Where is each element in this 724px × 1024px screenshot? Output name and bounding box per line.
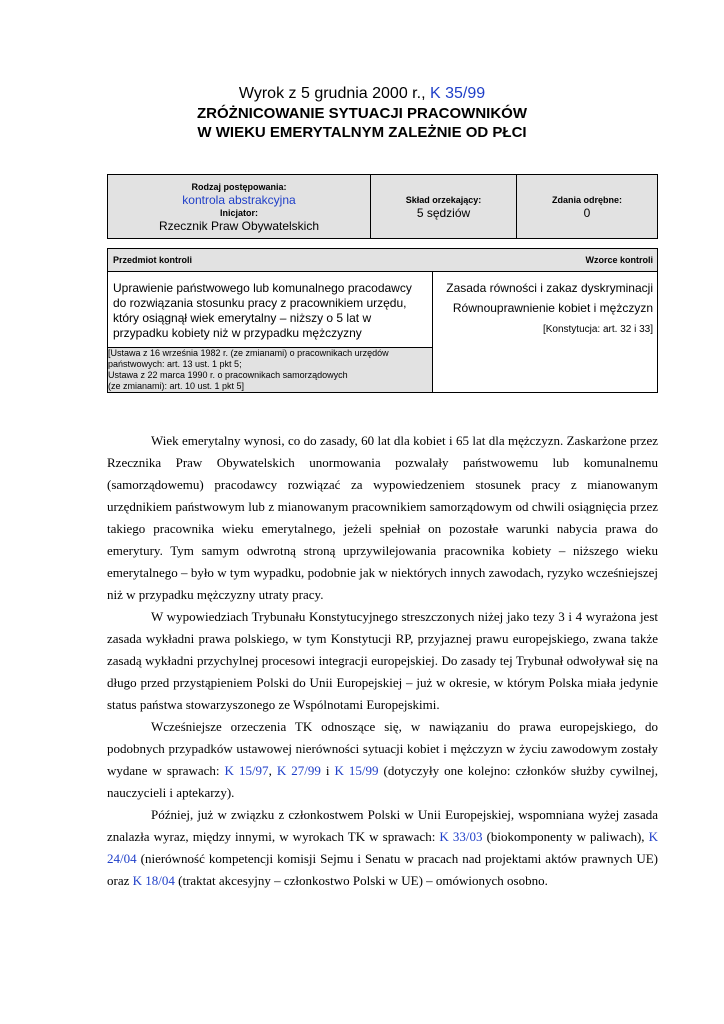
bench-cell xyxy=(371,175,517,239)
bench-value: 5 sędziów xyxy=(416,205,471,220)
standards-cell xyxy=(433,272,658,393)
paragraph-3: Wcześniejsze orzeczenia TK odnoszące się, w nawiązaniu do prawa europejskiego, do podobnych przypadków ustawowej nierówności sytuacji kobiet i mężczyzn w życiu zawodowym zostały wydane w sprawach: K 15/97, K 27/99 i K 15/99 (dotyczyły one kolejno: członków służby cywilnej, nauczycieli i aptekarzy). xyxy=(107,719,659,800)
proceeding-cell xyxy=(108,175,371,239)
constitution-ref: [Konstytucja: art. 32 i 33] xyxy=(542,324,653,335)
paragraph-2: W wypowiedziach Trybunału Konstytucyjnego streszczonych niżej jako tezy 3 i 4 wyrażona jest zasada wykładni prawa polskiego, w tym Konstytucji RP, przyjaznej prawu europejskiego, zwana także zasadą wykładni przychylnej procesowi integracji europejskiej. Do zasady tej Trybunał odwoływał się na długo przed przystąpieniem Polski do Unii Europejskiej – już w okresie, w którym Polska miała jedynie status państwa stowarzyszonego ze Wspólnotami Europejskimi. xyxy=(107,609,658,712)
subtitle-line-1: ZRÓŻNICOWANIE SYTUACJI PRACOWNIKÓW xyxy=(197,105,527,122)
initiator-value: Rzecznik Praw Obywatelskich xyxy=(158,218,320,233)
document-header xyxy=(0,84,724,142)
dissent-cell xyxy=(517,175,658,239)
case-link-k-33-03[interactable]: K 33/03 xyxy=(439,829,483,844)
subtitle-line-2: W WIEKU EMERYTALNYM ZALEŻNIE OD PŁCI xyxy=(197,124,527,141)
case-link-k-15-99[interactable]: K 15/99 xyxy=(334,763,379,778)
standards-list xyxy=(433,272,657,318)
judgment-date: Wyrok z 5 grudnia 2000 r., xyxy=(238,85,430,102)
judgment-title xyxy=(0,84,724,104)
standards-header: Wzorce kontroli xyxy=(585,255,653,265)
bench-label: Skład orzekający: xyxy=(405,194,482,205)
case-link-k-15-97[interactable]: K 15/97 xyxy=(224,763,269,778)
case-link-k-27-99[interactable]: K 27/99 xyxy=(276,763,321,778)
case-link-k-24-04[interactable]: K 24/04 xyxy=(107,829,659,866)
info-table xyxy=(107,174,658,239)
subject-text: Uprawienie państwowego lub komunalnego pracodawcy do rozwiązania stosunku pracy z pracownikiem urzędu, który osiągnął wiek emerytalny – niższy o 5 lat w przypadku kobiety niż w przypadku mężczyzny xyxy=(113,281,412,340)
paragraph-1: Wiek emerytalny wynosi, co do zasady, 60 lat dla kobiet i 65 lat dla mężczyzn. Zaskarżone przez Rzecznika Praw Obywatelskich unormowania pozwalały państwowemu lub komunalnemu (samorządowemu) pracodawcy rozwiązać za wypowiedzeniem stosunek pracy z mianowanym urzędnikiem państwowym lub z mianowanym pracownikiem samorządowym od chwili osiągnięcia przez takiego pracownika wieku emerytalnego, jeżeli spełniał on pozostałe warunki nabycia prawa do emerytury. Tym samym odwrotną stroną uprzywilejowania pracownika kobiety – niższego wieku emerytalnego – było w tym wypadku, podobnie jak w niektórych innych zawodach, ryzyko wcześniejszej niż w przypadku mężczyzny utraty pracy. xyxy=(107,433,658,602)
case-link-k-18-04[interactable]: K 18/04 xyxy=(132,873,175,888)
proceeding-label: Rodzaj postępowania: xyxy=(191,181,287,192)
paragraph-4: Później, już w związku z członkostwem Polski w Unii Europejskiej, wspomniana wyżej zasada znalazła wyraz, między innymi, w wyrokach TK w sprawach: K 33/03 (biokomponenty w paliwach), K 24/04 (nierówność kompetencji komisji Sejmu i Senatu w pracach nad projektami aktów prawnych UE) oraz K 18/04 (traktat akcesyjny – członkostwo Polski w UE) – omówionych osobno. xyxy=(107,807,659,888)
act-line: (ze zmianami): art. 10 ust. 1 pkt 5] xyxy=(108,381,245,391)
dissent-value: 0 xyxy=(583,205,591,220)
proceeding-value-link[interactable]: kontrola abstrakcyjna xyxy=(182,192,296,207)
control-header-row xyxy=(108,249,658,272)
initiator-label: Inicjator: xyxy=(219,207,258,218)
acts-cell xyxy=(108,348,433,393)
subject-cell xyxy=(108,272,433,348)
case-ref-link[interactable]: K 35/99 xyxy=(429,85,486,102)
subject-header: Przedmiot kontroli xyxy=(113,255,193,265)
standard-gender-equality: Równouprawnienie kobiet i mężczyzn xyxy=(452,301,653,315)
act-line: Ustawa z 22 marca 1990 r. o pracownikach samorządowych xyxy=(108,370,348,380)
body-text xyxy=(107,430,658,892)
act-line: [Ustawa z 16 września 1982 r. (ze zmianami) o pracownikach urzędów państwowych: art. 13 ust. 1 pkt 5; xyxy=(108,348,389,369)
control-table xyxy=(107,248,658,393)
standard-equality: Zasada równości i zakaz dyskryminacji xyxy=(446,281,653,295)
dissent-label: Zdania odrębne: xyxy=(551,194,622,205)
